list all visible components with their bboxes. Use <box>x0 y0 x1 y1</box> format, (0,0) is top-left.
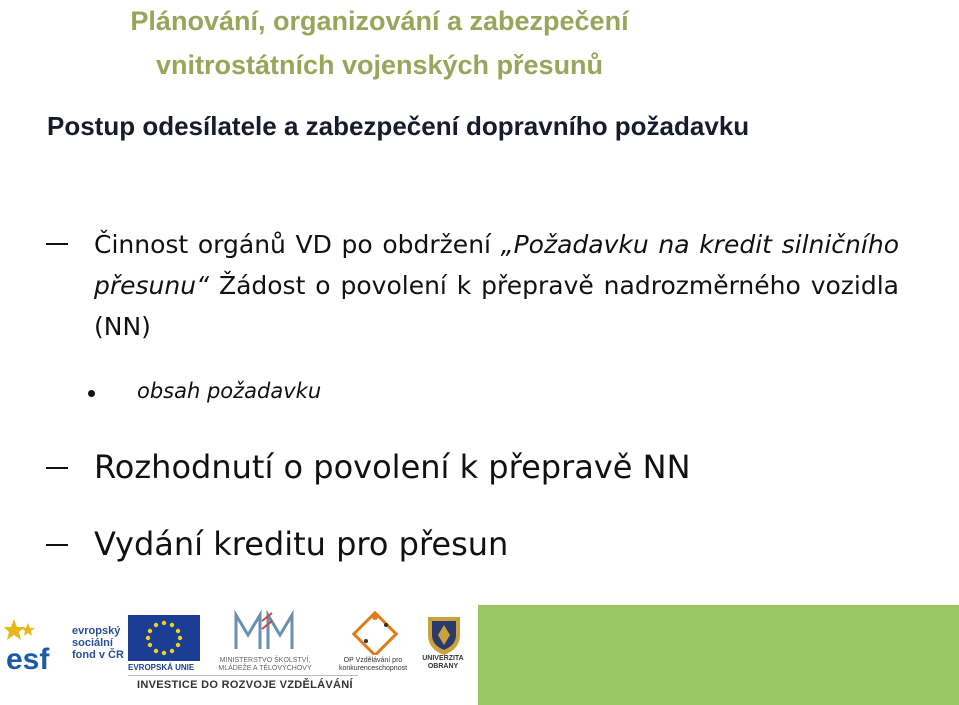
footer-logo-strip <box>0 605 478 705</box>
dash-marker-1 <box>46 243 68 245</box>
investment-slogan: INVESTICE DO ROZVOJE VZDĚLÁVÁNÍ <box>137 679 353 691</box>
university-label: UNIVERZITA OBRANY <box>422 655 464 670</box>
msmt-logo-icon <box>232 609 302 655</box>
list-item-3: Vydání kreditu pro přesun <box>94 525 509 563</box>
university-shield-icon <box>424 613 464 657</box>
item1-text-b: Žádost o povolení k přepravě nadrozměrného vozidla (NN) <box>94 271 899 341</box>
list-item-2: Rozhodnutí o povolení k přepravě NN <box>94 448 691 486</box>
svg-text:esf: esf <box>6 643 50 673</box>
list-item-1 <box>94 224 899 347</box>
sub-bullet-item: obsah požadavku <box>137 379 322 403</box>
op-vk-label: OP Vzdělávání pro konkurenceschopnost <box>338 657 408 672</box>
dash-marker-3 <box>46 544 68 546</box>
eu-label: EVROPSKÁ UNIE <box>128 663 195 672</box>
item1-italic: „Požadavku na kredit silničního přesunu“ <box>94 230 899 300</box>
dash-marker-2 <box>46 467 68 469</box>
bullet-icon <box>88 390 95 397</box>
eu-flag-icon <box>128 615 200 661</box>
esf-logo-icon <box>4 617 72 673</box>
item1-text-a: Činnost orgánů VD po obdržení <box>94 230 501 259</box>
slide-title-line1: Plánování, organizování a zabezpečení <box>130 6 629 36</box>
footer-green-band <box>478 605 959 705</box>
footer-divider <box>128 675 358 676</box>
esf-label: evropský sociální fond v ČR <box>72 625 124 661</box>
slide-subtitle: Postup odesílatele a zabezpečení dopravního požadavku <box>47 111 750 141</box>
msmt-label: MINISTERSTVO ŠKOLSTVÍ, MLÁDEŽE A TĚLOVÝCHOVY <box>218 657 312 672</box>
op-vk-logo-icon <box>346 611 406 655</box>
slide-title-line2: vnitrostátních vojenských přesunů <box>155 50 604 80</box>
